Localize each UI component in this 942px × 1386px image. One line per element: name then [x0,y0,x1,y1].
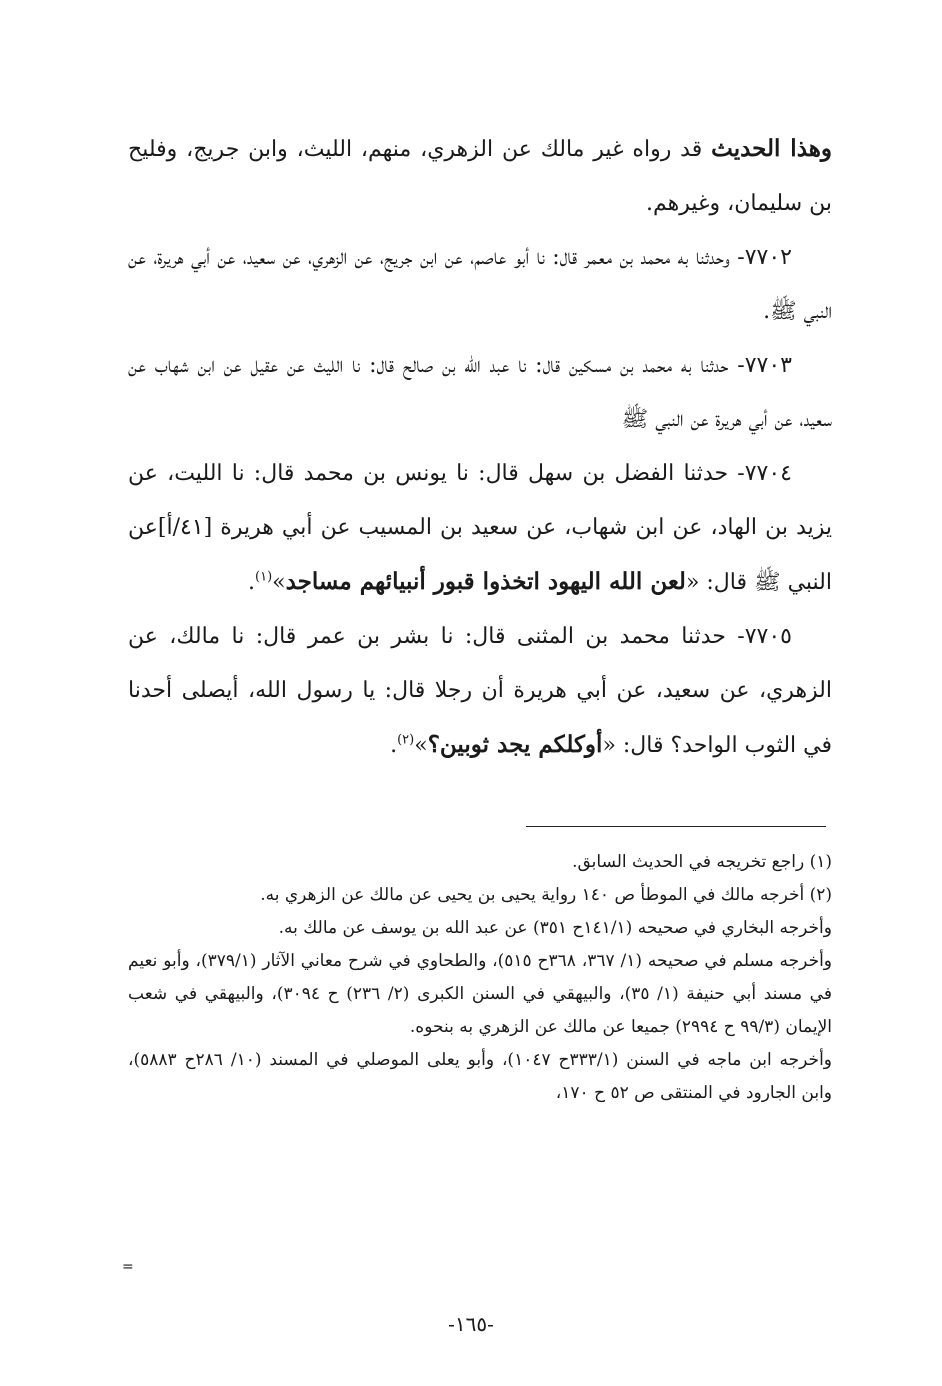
paragraph-text: قد رواه غير مالك عن الزهري، منهم، الليث، وابن جريج، وفليح بن سليمان، وغيرهم. [128,137,832,216]
page-number: -١٦٥- [448,1312,494,1336]
hadith-text: ٧٧٠٥- حدثنا محمد بن المثنى قال: نا بشر بن عمر قال: نا مالك، عن الزهري، عن سعيد، عن أبي هريرة أن رجلا قال: يا رسول الله، أيصلى أحدنا في الثوب الواحد؟ قال: « [128,624,832,758]
quote-close: » [414,733,428,758]
footnote-ref: (١) [255,569,273,585]
hadith-text: ٧٧٠٢- وحدثنا به محمد بن معمر قال: نا أبو عاصم، عن ابن جريج، عن الزهري، عن سعيد، عن أبي هريرة، عن النبي ﷺ. [128,245,832,324]
footnote-2-continued: وأخرجه ابن ماجه في السنن (٣٣٣/١ح ١٠٤٧)، وأبو يعلى الموصلي في المسند (١٠/ ٢٨٦ح ٥٨٨٣)، وابن الجارود في المنتقى ص ٥٢ ح ١٧٠، [128,1050,833,1103]
hadith-7705 [128,610,832,773]
period: . [248,570,255,595]
footnotes [128,846,832,1110]
continuation-mark: = [122,1259,134,1275]
quote-close: » [272,570,286,595]
period: . [390,733,398,758]
footnote-2-continued: وأخرجه البخاري في صحيحه (١٤١/١ح ٣٥١) عن عبد الله بن يوسف عن مالك به. [278,918,832,938]
footnote-separator [526,826,826,827]
main-text [128,122,832,773]
hadith-7703 [128,339,832,447]
footnote-2: (٢) أخرجه مالك في الموطأ ص ١٤٠ رواية يحيى بن يحيى عن مالك عن الزهري به. [260,885,832,905]
footnote-ref: (٢) [397,732,415,748]
hadith-text: ٧٧٠٣- حدثنا به محمد بن مسكين قال: نا عبد الله بن صالح قال: نا الليث عن عقيل عن ابن شهاب عن سعيد، عن أبي هريرة عن النبي ﷺ [128,353,832,432]
footnote-1: (١) راجع تخريجه في الحديث السابق. [572,852,832,872]
paragraph-intro [128,122,832,231]
hadith-matn: أوكلكم يجد ثوبين؟ [427,731,603,758]
hadith-7702 [128,231,832,339]
footnote-2-continued: وأخرجه مسلم في صحيحه (١/ ٣٦٧، ٣٦٨ح ٥١٥)، والطحاوي في شرح معاني الآثار (٣٧٩/١)، وأبو نعيم في مسند أبي حنيفة (١/ ٣٥)، والبيهقي في السنن الكبرى (٢/ ٢٣٦) ح ٣٠٩٤)، والبيهقي في شعب الإيمان (٩٩/٣ ح ٢٩٩٤) جميعا عن مالك عن الزهري به بنحوه. [128,951,833,1037]
hadith-matn: لعن الله اليهود اتخذوا قبور أنبيائهم مساجد [285,568,686,595]
bold-lead: وهذا الحديث [711,135,833,162]
hadith-7704 [128,447,832,610]
hadith-text: ٧٧٠٤- حدثنا الفضل بن سهل قال: نا يونس بن محمد قال: نا الليت، عن يزيد بن الهاد، عن ابن شهاب، عن سعيد بن المسيب عن أبي هريرة [٤١/أ]عن النبي ﷺ قال: « [128,461,832,595]
